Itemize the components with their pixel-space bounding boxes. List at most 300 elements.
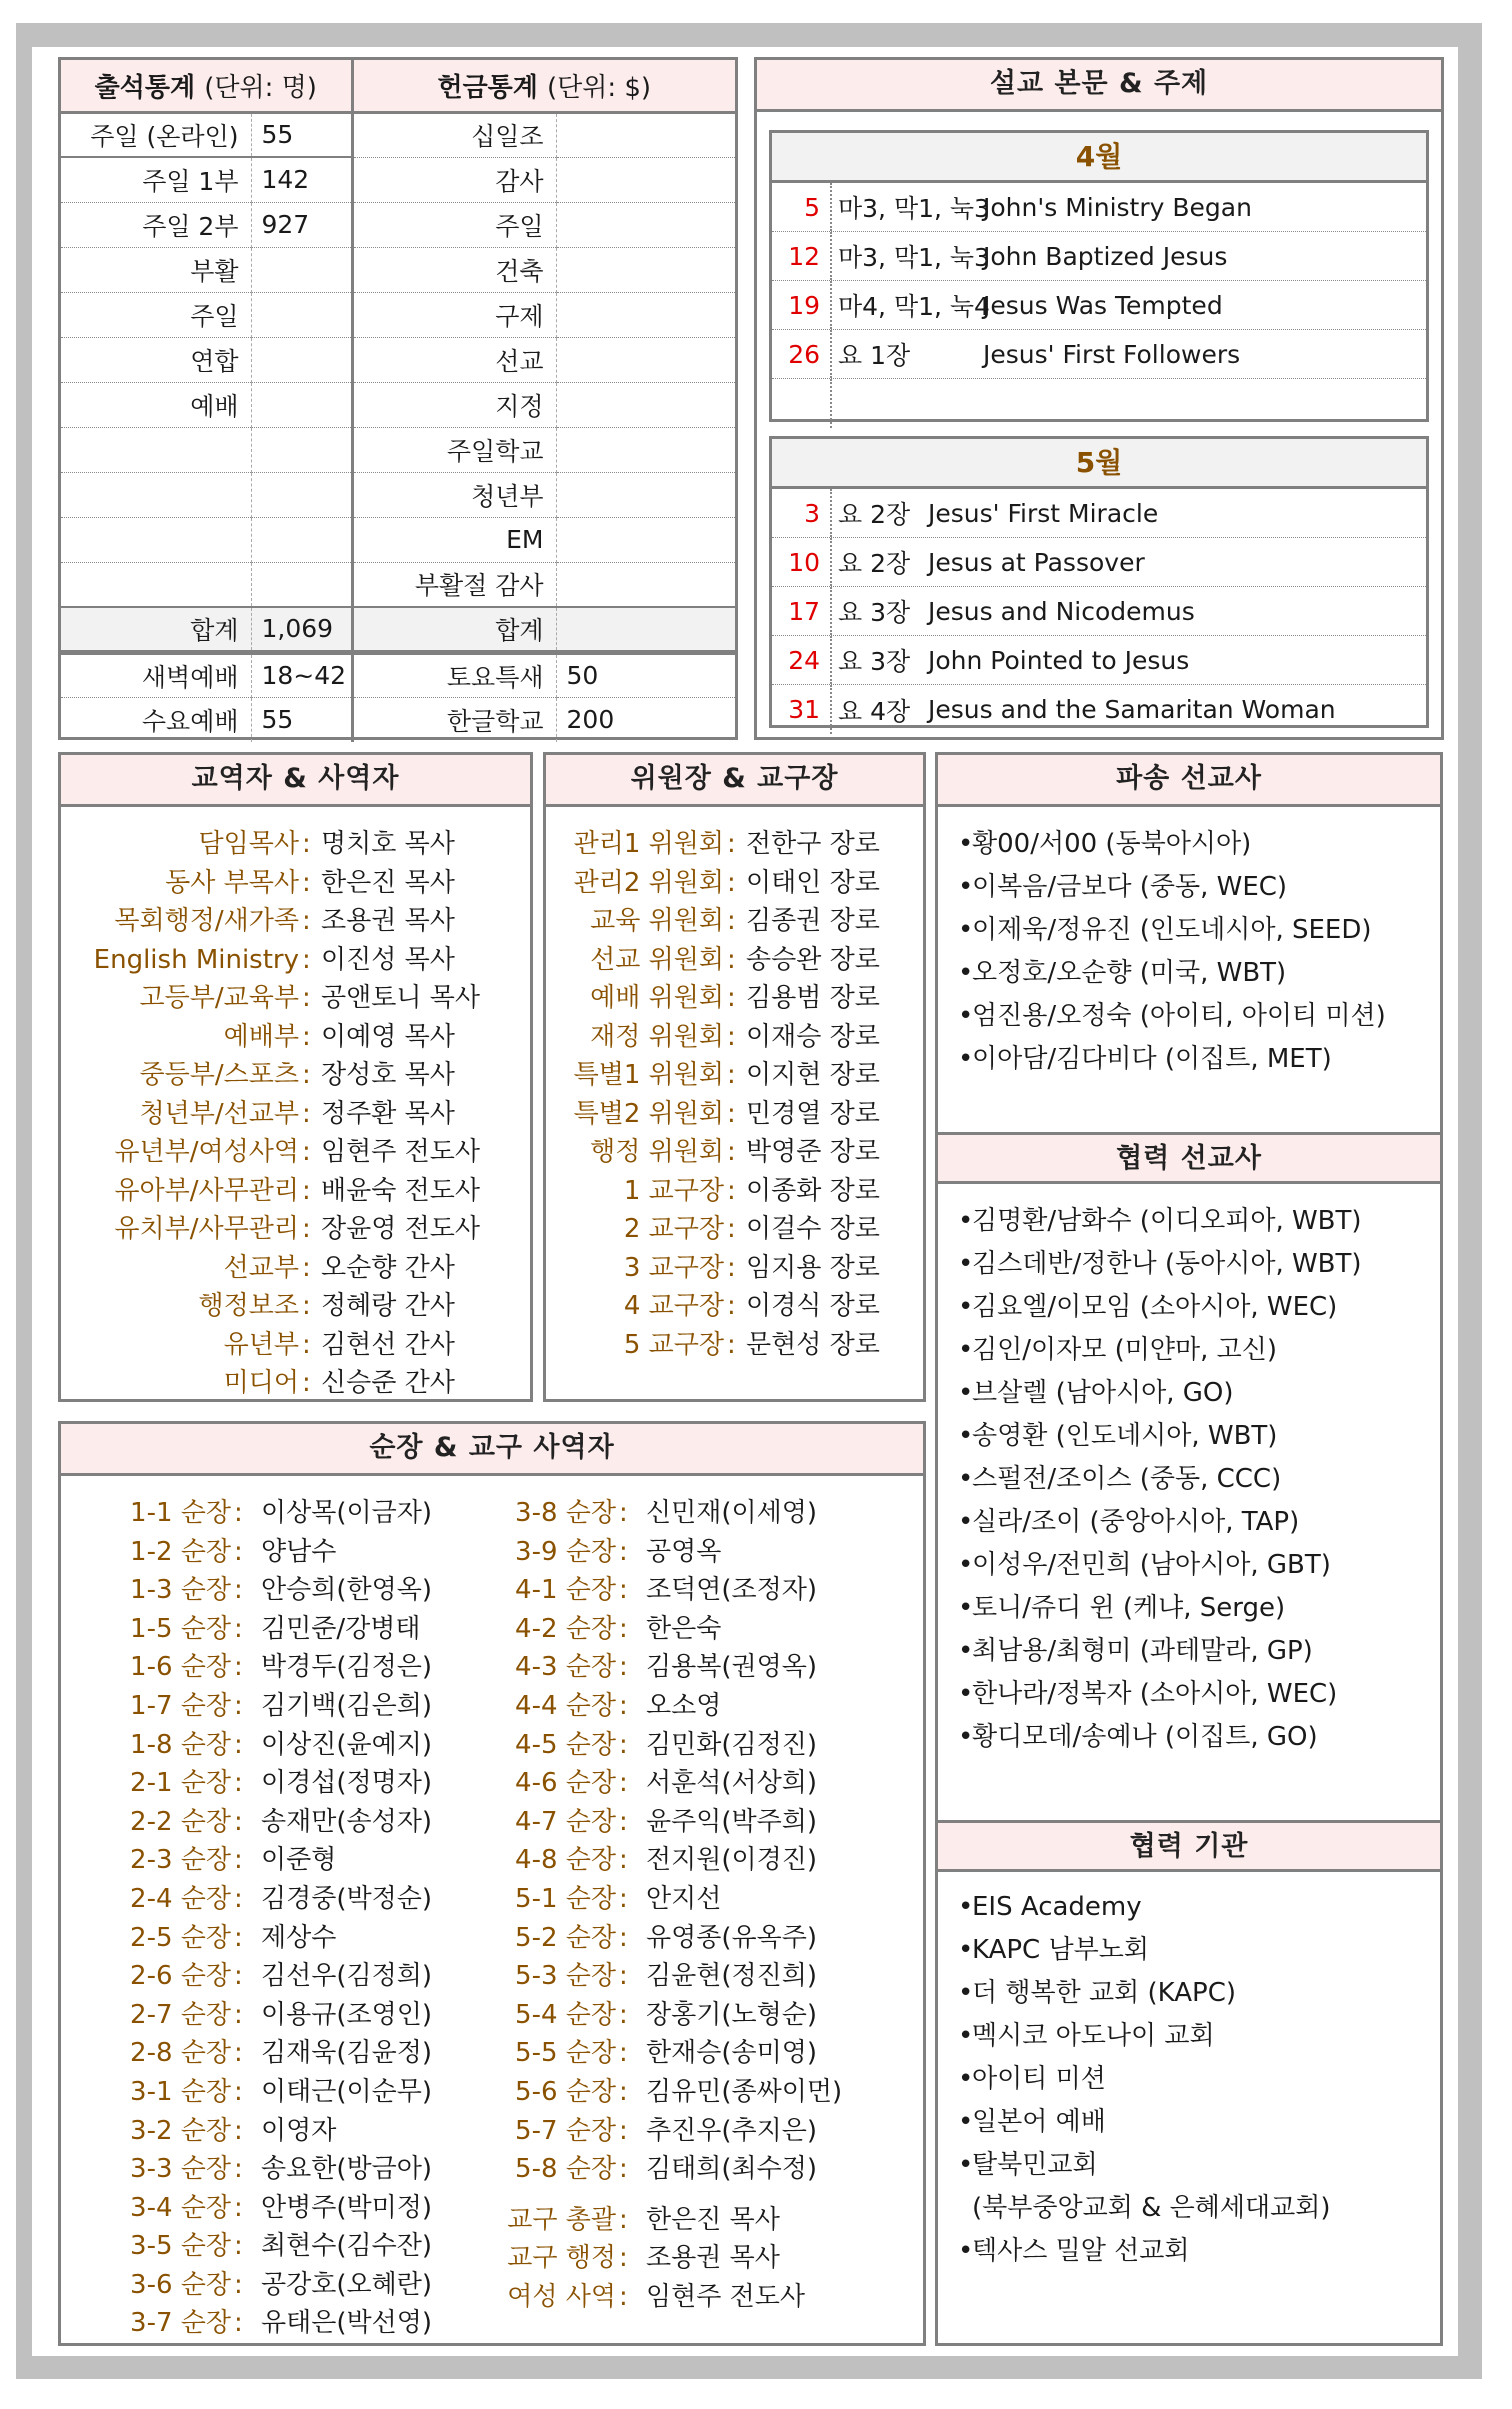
colon: : bbox=[302, 1368, 311, 1398]
person-name: 전지원(이경진) bbox=[646, 1845, 817, 1876]
person-name: 이종화 장로 bbox=[746, 1175, 880, 1206]
offering-label: 건축 bbox=[352, 247, 556, 292]
attendance-label: 주일 1부 bbox=[61, 157, 251, 202]
partner-org-item bbox=[958, 1972, 1440, 2015]
cell-leader-item bbox=[61, 2266, 466, 2305]
sermon-topic: Jesus Was Tempted bbox=[983, 290, 1223, 320]
role-label: 1 교구장 bbox=[623, 1175, 724, 1206]
offering-header: 헌금통계 (단위: $) bbox=[352, 60, 735, 112]
list-item bbox=[958, 995, 1440, 1038]
sermon-date: 3 bbox=[772, 489, 832, 537]
role-label: 선교부 bbox=[223, 1252, 299, 1283]
scripture-reference: 요 3장 bbox=[838, 647, 911, 676]
cell-leader-item bbox=[466, 1648, 906, 1687]
person-name: 안승희(한영옥) bbox=[261, 1575, 432, 1606]
stats-row bbox=[61, 337, 735, 382]
role-label: 2-8 순장 bbox=[130, 2038, 231, 2069]
staff-item bbox=[61, 1326, 530, 1365]
item-text: 스펄전/조이스 (중동, CCC) bbox=[972, 1464, 1282, 1494]
colon: : bbox=[302, 867, 311, 898]
person-name: 김기백(김은희) bbox=[261, 1690, 432, 1721]
cell-leader-item bbox=[466, 1919, 906, 1958]
bullet-icon: • bbox=[958, 2064, 974, 2094]
offering-value bbox=[556, 472, 735, 517]
colon: : bbox=[302, 1329, 311, 1360]
colon: : bbox=[619, 1999, 628, 2030]
attendance-value: 55 bbox=[251, 112, 352, 157]
sermon-date: 5 bbox=[772, 183, 832, 231]
sermon-row bbox=[772, 489, 1426, 538]
role-label: 3-5 순장 bbox=[130, 2231, 231, 2262]
colon: : bbox=[619, 1729, 628, 1760]
item-text: 오정호/오순향 (미국, WBT) bbox=[972, 958, 1287, 988]
org-name: 멕시코 아도나이 교회 bbox=[972, 2021, 1215, 2051]
person-name: 김종권 장로 bbox=[746, 906, 880, 936]
person-name: 이용규(조영인) bbox=[261, 1999, 432, 2030]
cell-leader-item bbox=[466, 1957, 906, 1996]
role-label: 유년부/여성사역 bbox=[114, 1137, 299, 1167]
colon: : bbox=[234, 1613, 243, 1644]
sermon-topic: John Pointed to Jesus bbox=[928, 645, 1190, 675]
colon: : bbox=[302, 1291, 311, 1321]
bullet-icon: • bbox=[958, 1593, 974, 1623]
stats-row bbox=[61, 112, 735, 157]
item-text: 김인/이자모 (미얀마, 고신) bbox=[972, 1335, 1278, 1365]
district-staff-item bbox=[466, 2201, 906, 2240]
list-item bbox=[958, 823, 1440, 866]
colon: : bbox=[234, 2192, 243, 2223]
person-name: 이경섭(정명자) bbox=[261, 1768, 432, 1799]
person-name: 이태인 장로 bbox=[746, 867, 880, 898]
colon: : bbox=[619, 2281, 628, 2312]
person-name: 이예영 목사 bbox=[321, 1021, 455, 1052]
cell-leader-item bbox=[61, 1919, 466, 1958]
attendance-value bbox=[251, 562, 352, 607]
role-label: 2-1 순장 bbox=[130, 1768, 231, 1799]
statistics-panel bbox=[58, 57, 738, 740]
scripture-reference: 요 3장 bbox=[838, 598, 911, 627]
person-name: 박영준 장로 bbox=[746, 1137, 880, 1167]
offering-value bbox=[556, 157, 735, 202]
cell-leader-item bbox=[61, 2034, 466, 2073]
person-name: 정혜랑 간사 bbox=[321, 1291, 455, 1321]
role-label: 담임목사 bbox=[198, 829, 299, 859]
offering-label: 지정 bbox=[352, 382, 556, 427]
attendance-label: 부활 bbox=[61, 247, 251, 292]
colon: : bbox=[619, 1575, 628, 1606]
cell-leader-item bbox=[466, 1571, 906, 1610]
staff-item bbox=[61, 902, 530, 941]
partner-org-subtext bbox=[958, 2187, 1440, 2230]
stats-row bbox=[61, 562, 735, 607]
person-name: 김경중(박정순) bbox=[261, 1883, 432, 1914]
org-name: 아이티 미션 bbox=[972, 2064, 1106, 2094]
colon: : bbox=[234, 1536, 243, 1567]
attendance-label bbox=[61, 427, 251, 472]
org-name: 탈북민교회 bbox=[972, 2150, 1098, 2180]
role-label: 3-9 순장 bbox=[515, 1536, 616, 1567]
role-label: 1-6 순장 bbox=[130, 1652, 231, 1683]
person-name: 유태은(박선영) bbox=[261, 2308, 432, 2339]
sermon-panel bbox=[754, 57, 1444, 740]
colon: : bbox=[727, 1214, 736, 1244]
role-label: 3-7 순장 bbox=[130, 2308, 231, 2339]
role-label: 교육 위원회 bbox=[590, 906, 724, 936]
role-label: 2-3 순장 bbox=[130, 1845, 231, 1876]
committee-item bbox=[546, 825, 923, 864]
colon: : bbox=[727, 867, 736, 898]
role-label: 목회행정/새가족 bbox=[114, 906, 299, 936]
role-label: 특별2 위원회 bbox=[573, 1098, 724, 1129]
person-name: 장홍기(노형순) bbox=[646, 1999, 817, 2030]
cell-leaders-panel bbox=[58, 1421, 926, 2346]
bullet-icon: • bbox=[958, 1935, 974, 1965]
person-name: 장성호 목사 bbox=[321, 1060, 455, 1090]
scripture-reference: 마4, 막1, 눅4 bbox=[838, 292, 990, 321]
list-item bbox=[958, 1716, 1440, 1759]
staff-item bbox=[61, 1095, 530, 1134]
role-label: 3-2 순장 bbox=[130, 2115, 231, 2146]
cell-leader-item bbox=[466, 1841, 906, 1880]
colon: : bbox=[727, 1098, 736, 1129]
person-name: 조덕연(조정자) bbox=[646, 1575, 817, 1606]
spacer bbox=[466, 2189, 906, 2201]
cell-leader-item bbox=[466, 2150, 906, 2189]
colon: : bbox=[619, 2243, 628, 2274]
colon: : bbox=[619, 1536, 628, 1567]
bullet-icon: • bbox=[958, 1722, 974, 1752]
person-name: 김용범 장로 bbox=[746, 983, 880, 1013]
role-label: 중등부/스포츠 bbox=[139, 1060, 299, 1090]
sermon-topic: John's Ministry Began bbox=[983, 192, 1252, 222]
person-name: 이걸수 장로 bbox=[746, 1214, 880, 1244]
committee-item bbox=[546, 902, 923, 941]
role-label: 5-5 순장 bbox=[515, 2038, 616, 2069]
org-subtext: (북부중앙교회 & 은혜세대교회) bbox=[972, 2193, 1331, 2223]
service-label: 새벽예배 bbox=[61, 652, 251, 697]
colon: : bbox=[302, 1137, 311, 1167]
stats-row bbox=[61, 472, 735, 517]
attendance-label: 예배 bbox=[61, 382, 251, 427]
item-text: 이아담/김다비다 (이집트, MET) bbox=[972, 1044, 1332, 1074]
person-name: 임지용 장로 bbox=[746, 1252, 880, 1283]
partner-org-item bbox=[958, 2144, 1440, 2187]
person-name: 김태희(최수정) bbox=[646, 2154, 817, 2185]
person-name: 신승준 간사 bbox=[321, 1368, 455, 1398]
sermon-row bbox=[772, 587, 1426, 636]
attendance-value bbox=[251, 337, 352, 382]
sermon-date bbox=[772, 379, 832, 428]
special-value: 200 bbox=[556, 697, 735, 742]
partner-org-item bbox=[958, 2058, 1440, 2101]
committee-item bbox=[546, 1056, 923, 1095]
colon: : bbox=[302, 1214, 311, 1244]
month-title: 5월 bbox=[772, 439, 1426, 489]
cell-leader-item bbox=[61, 1610, 466, 1649]
colon: : bbox=[619, 1806, 628, 1837]
person-name: 안지선 bbox=[646, 1883, 722, 1914]
colon: : bbox=[234, 1961, 243, 1992]
colon: : bbox=[234, 2038, 243, 2069]
offering-value bbox=[556, 337, 735, 382]
stats-row bbox=[61, 157, 735, 202]
colon: : bbox=[619, 1883, 628, 1914]
bullet-icon: • bbox=[958, 1892, 974, 1922]
offering-value bbox=[556, 427, 735, 472]
person-name: 조용권 목사 bbox=[321, 906, 455, 936]
colon: : bbox=[727, 983, 736, 1013]
person-name: 한은숙 bbox=[646, 1613, 722, 1644]
staff-item bbox=[61, 1249, 530, 1288]
role-label: 2-4 순장 bbox=[130, 1883, 231, 1914]
committee-item bbox=[546, 1249, 923, 1288]
role-label: 5-3 순장 bbox=[515, 1961, 616, 1992]
role-label: 여성 사역 bbox=[507, 2281, 616, 2312]
sermon-date: 19 bbox=[772, 281, 832, 329]
sermon-date: 10 bbox=[772, 538, 832, 586]
cell-leader-item bbox=[61, 1841, 466, 1880]
person-name: 김현선 간사 bbox=[321, 1329, 455, 1360]
role-label: 4-7 순장 bbox=[515, 1806, 616, 1837]
bullet-icon: • bbox=[958, 2107, 974, 2137]
attendance-value bbox=[251, 517, 352, 562]
item-text: 이성우/전민희 (남아시아, GBT) bbox=[972, 1550, 1331, 1580]
staff-item bbox=[61, 1210, 530, 1249]
sermon-topic: Jesus at Passover bbox=[928, 547, 1145, 577]
person-name: 김윤현(정진희) bbox=[646, 1961, 817, 1992]
attendance-label bbox=[61, 472, 251, 517]
colon: : bbox=[302, 944, 311, 975]
person-name: 김선우(김정희) bbox=[261, 1961, 432, 1992]
committee-item bbox=[546, 1172, 923, 1211]
item-text: 엄진용/오정숙 (아이티, 아이티 미션) bbox=[972, 1001, 1386, 1031]
role-label: 1-3 순장 bbox=[130, 1575, 231, 1606]
colon: : bbox=[234, 2269, 243, 2300]
cell-leader-item bbox=[466, 1687, 906, 1726]
person-name: 오소영 bbox=[646, 1690, 722, 1721]
person-name: 안병주(박미정) bbox=[261, 2192, 432, 2223]
stats-row bbox=[61, 247, 735, 292]
staff-panel bbox=[58, 752, 533, 1402]
offering-total-label: 합계 bbox=[352, 607, 556, 652]
person-name: 추진우(추지은) bbox=[646, 2115, 817, 2146]
partner-org-item bbox=[958, 2015, 1440, 2058]
staff-title: 교역자 & 사역자 bbox=[61, 755, 530, 807]
attendance-label: 주일 (온라인) bbox=[61, 112, 251, 157]
sermon-row bbox=[772, 379, 1426, 428]
bullet-icon: • bbox=[958, 1507, 974, 1537]
list-item bbox=[958, 1630, 1440, 1673]
cell-leader-item bbox=[466, 1803, 906, 1842]
colon: : bbox=[234, 2308, 243, 2339]
sermon-date: 31 bbox=[772, 685, 832, 734]
bullet-icon: • bbox=[958, 2236, 974, 2266]
staff-item bbox=[61, 979, 530, 1018]
role-label: 5-2 순장 bbox=[515, 1922, 616, 1953]
role-label: 4-5 순장 bbox=[515, 1729, 616, 1760]
org-name: 일본어 예배 bbox=[972, 2107, 1106, 2137]
person-name: 한은진 목사 bbox=[321, 867, 455, 898]
month-april bbox=[769, 130, 1429, 422]
person-name: 임현주 전도사 bbox=[321, 1137, 480, 1167]
bullet-icon: • bbox=[958, 1636, 974, 1666]
item-text: 최남용/최형미 (과테말라, GP) bbox=[972, 1636, 1313, 1666]
colon: : bbox=[302, 1175, 311, 1206]
colon: : bbox=[727, 1291, 736, 1321]
partner-missionaries-title: 협력 선교사 bbox=[938, 1132, 1440, 1184]
role-label: 5 교구장 bbox=[623, 1329, 724, 1360]
attendance-header: 출석통계 (단위: 명) bbox=[61, 60, 352, 112]
role-label: 1-2 순장 bbox=[130, 1536, 231, 1567]
person-name: 송승완 장로 bbox=[746, 944, 880, 975]
sermon-row bbox=[772, 330, 1426, 379]
colon: : bbox=[234, 2231, 243, 2262]
colon: : bbox=[619, 1690, 628, 1721]
district-staff-item bbox=[466, 2239, 906, 2278]
role-label: 3-6 순장 bbox=[130, 2269, 231, 2300]
sermon-topic: John Baptized Jesus bbox=[983, 241, 1228, 271]
cell-leader-item bbox=[61, 2150, 466, 2189]
colon: : bbox=[234, 1806, 243, 1837]
item-text: 한나라/정복자 (소아시아, WEC) bbox=[972, 1679, 1338, 1709]
sermon-row bbox=[772, 232, 1426, 281]
committee-item bbox=[546, 1287, 923, 1326]
offering-label: 구제 bbox=[352, 292, 556, 337]
person-name: 공앤토니 목사 bbox=[321, 983, 480, 1013]
staff-item bbox=[61, 825, 530, 864]
list-item bbox=[958, 1501, 1440, 1544]
cell-leader-item bbox=[466, 2073, 906, 2112]
attendance-total-label: 합계 bbox=[61, 607, 251, 652]
colon: : bbox=[619, 1922, 628, 1953]
partner-org-item bbox=[958, 1886, 1440, 1929]
role-label: 3-4 순장 bbox=[130, 2192, 231, 2223]
committee-item bbox=[546, 1018, 923, 1057]
staff-item bbox=[61, 1056, 530, 1095]
service-label: 수요예배 bbox=[141, 706, 239, 736]
person-name: 이재승 장로 bbox=[746, 1021, 880, 1052]
cell-leader-item bbox=[466, 1764, 906, 1803]
role-label: 2-6 순장 bbox=[130, 1961, 231, 1992]
stats-row bbox=[61, 202, 735, 247]
role-label: 2 교구장 bbox=[623, 1214, 724, 1244]
role-label: 관리2 위원회 bbox=[573, 867, 724, 898]
role-label: 1-7 순장 bbox=[130, 1690, 231, 1721]
item-text: 이제욱/정유진 (인도네시아, SEED) bbox=[972, 915, 1372, 945]
offering-value bbox=[556, 517, 735, 562]
person-name: 이준형 bbox=[261, 1845, 337, 1876]
attendance-value: 142 bbox=[251, 157, 352, 202]
bullet-icon: • bbox=[958, 1464, 974, 1494]
bullet-icon: • bbox=[958, 1378, 974, 1408]
offering-label: 주일 bbox=[352, 202, 556, 247]
role-label: 5-6 순장 bbox=[515, 2076, 616, 2107]
list-item bbox=[958, 1329, 1440, 1372]
role-label: 4-4 순장 bbox=[515, 1690, 616, 1721]
role-label: 5-8 순장 bbox=[515, 2154, 616, 2185]
partner-org-item bbox=[958, 1929, 1440, 1972]
item-text: 황00/서00 (동북아시아) bbox=[972, 829, 1252, 859]
partner-org-item bbox=[958, 2101, 1440, 2144]
role-label: 유년부 bbox=[223, 1329, 299, 1360]
list-item bbox=[958, 1286, 1440, 1329]
item-text: 송영환 (인도네시아, WBT) bbox=[972, 1421, 1278, 1451]
colon: : bbox=[619, 2076, 628, 2107]
list-item bbox=[958, 1544, 1440, 1587]
role-label: 1-8 순장 bbox=[130, 1729, 231, 1760]
sermon-date: 24 bbox=[772, 636, 832, 684]
person-name: 이태근(이순무) bbox=[261, 2076, 432, 2107]
colon: : bbox=[234, 2115, 243, 2146]
staff-item bbox=[61, 1364, 530, 1403]
scripture-reference: 마3, 막1, 눅3 bbox=[838, 243, 990, 272]
offering-value bbox=[556, 247, 735, 292]
colon: : bbox=[302, 906, 311, 936]
offering-label: 십일조 bbox=[352, 112, 556, 157]
stats-row bbox=[61, 517, 735, 562]
committee-item bbox=[546, 864, 923, 903]
person-name: 유영종(유옥주) bbox=[646, 1922, 817, 1953]
role-label: 5-4 순장 bbox=[515, 1999, 616, 2030]
item-text: 김명환/남화수 (이디오피아, WBT) bbox=[972, 1206, 1362, 1236]
offering-label: 선교 bbox=[352, 337, 556, 382]
role-label: 유아부/사무관리 bbox=[114, 1175, 299, 1206]
sermon-date: 12 bbox=[772, 232, 832, 280]
scripture-reference: 요 4장 bbox=[838, 696, 911, 726]
list-item bbox=[958, 1415, 1440, 1458]
staff-item bbox=[61, 864, 530, 903]
colon: : bbox=[234, 2154, 243, 2185]
colon: : bbox=[234, 1652, 243, 1683]
role-label: 4-3 순장 bbox=[515, 1652, 616, 1683]
person-name: 김민준/강병태 bbox=[261, 1613, 421, 1644]
offering-value bbox=[556, 382, 735, 427]
attendance-total-value: 1,069 bbox=[251, 607, 352, 652]
person-name: 박경두(김정은) bbox=[261, 1652, 432, 1683]
role-label: 4-6 순장 bbox=[515, 1768, 616, 1799]
committee-item bbox=[546, 1133, 923, 1172]
colon: : bbox=[727, 829, 736, 859]
role-label: 예배 위원회 bbox=[590, 983, 724, 1013]
role-label: 3-1 순장 bbox=[130, 2076, 231, 2107]
attendance-value bbox=[251, 472, 352, 517]
role-label: 교구 총괄 bbox=[507, 2204, 616, 2235]
sermon-row bbox=[772, 183, 1426, 232]
list-item bbox=[958, 1200, 1440, 1243]
cell-leader-item bbox=[61, 2227, 466, 2266]
role-label: 4-8 순장 bbox=[515, 1845, 616, 1876]
sermon-date: 17 bbox=[772, 587, 832, 635]
staff-item bbox=[61, 941, 530, 980]
person-name: 배윤숙 전도사 bbox=[321, 1175, 480, 1206]
stats-row bbox=[61, 292, 735, 337]
scripture-reference: 마3, 막1, 눅3 bbox=[838, 194, 990, 223]
person-name: 이상목(이금자) bbox=[261, 1498, 432, 1528]
attendance-value bbox=[251, 247, 352, 292]
role-label: 3-8 순장 bbox=[515, 1498, 616, 1528]
cell-leader-item bbox=[466, 2112, 906, 2151]
bullet-icon: • bbox=[958, 1249, 974, 1279]
org-name: 텍사스 밀알 선교회 bbox=[972, 2236, 1190, 2266]
role-label: 재정 위원회 bbox=[590, 1021, 724, 1052]
person-name: 이영자 bbox=[261, 2115, 337, 2146]
role-label: 청년부/선교부 bbox=[139, 1098, 299, 1129]
sermon-topic: Jesus' First Followers bbox=[983, 339, 1241, 369]
cell-leader-item bbox=[466, 1996, 906, 2035]
attendance-label: 주일 bbox=[61, 292, 251, 337]
list-item bbox=[958, 1673, 1440, 1716]
colon: : bbox=[727, 906, 736, 936]
